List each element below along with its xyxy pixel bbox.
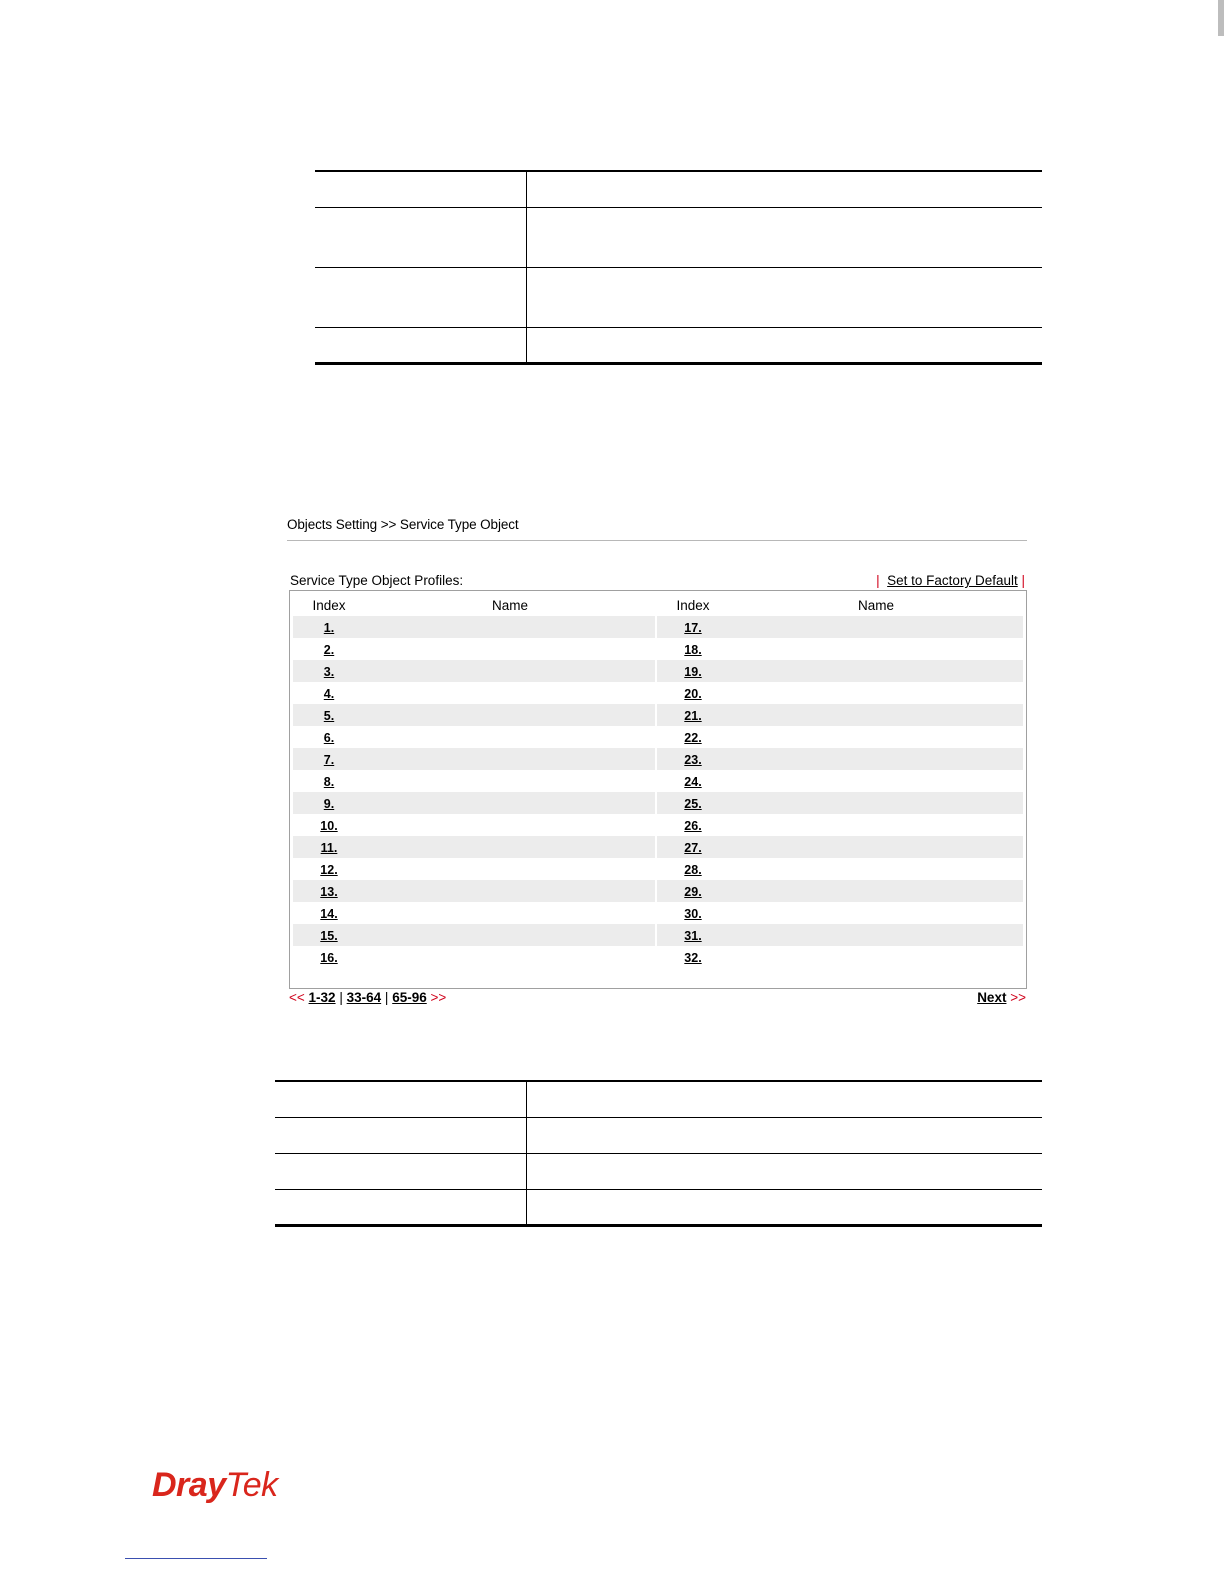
index-cell [293,946,365,968]
profile-index-link[interactable]: 7. [323,752,335,767]
name-cell [365,858,655,880]
index-cell [657,682,729,704]
index-cell [657,814,729,836]
name-cell [365,880,655,902]
name-cell [365,616,655,638]
table-row [293,748,1023,770]
table-row [293,858,1023,880]
separator: | [1021,573,1025,588]
table-row [293,902,1023,924]
table-row [293,880,1023,902]
table-row [293,660,1023,682]
index-cell [293,660,365,682]
index-cell [293,616,365,638]
name-cell [365,924,655,946]
profiles-table [293,595,1023,968]
next-link[interactable]: Next [977,990,1007,1005]
index-cell [293,880,365,902]
index-cell [657,726,729,748]
name-cell [365,704,655,726]
factory-default-area [876,573,1025,588]
table-row [293,924,1023,946]
profile-index-link[interactable]: 31. [684,928,702,943]
profile-index-link[interactable]: 28. [684,862,702,877]
profile-index-link[interactable]: 29. [684,884,702,899]
index-cell [657,836,729,858]
name-cell [365,660,655,682]
index-cell [657,616,729,638]
page-link-1-32[interactable]: 1-32 [308,990,336,1005]
table-row [293,704,1023,726]
profile-index-link[interactable]: 26. [684,818,702,833]
profile-index-link[interactable]: 18. [684,642,702,657]
name-cell [365,638,655,660]
profile-index-link[interactable]: 9. [323,796,335,811]
name-cell [365,836,655,858]
name-cell [729,704,1023,726]
profile-index-link[interactable]: 5. [323,708,335,723]
index-cell [657,748,729,770]
profile-index-link[interactable]: 30. [684,906,702,921]
footer-rule [125,1558,267,1559]
index-cell [293,770,365,792]
table-row [293,770,1023,792]
name-cell [729,638,1023,660]
separator: | [384,990,389,1005]
name-cell [365,902,655,924]
profile-index-link[interactable]: 10. [320,818,338,833]
page-link-65-96[interactable]: 65-96 [392,990,427,1005]
logo-tek: Tek [225,1466,278,1504]
index-cell [657,880,729,902]
profile-index-link[interactable]: 13. [320,884,338,899]
name-cell [365,814,655,836]
profile-index-link[interactable]: 3. [323,664,335,679]
profile-index-link[interactable]: 32. [684,950,702,965]
table-row [293,946,1023,968]
prev-arrow[interactable]: << [289,990,305,1005]
name-cell [729,792,1023,814]
logo-dray: Dray [152,1466,226,1504]
table-row [293,726,1023,748]
index-cell [293,682,365,704]
index-cell [657,792,729,814]
profile-index-link[interactable]: 4. [323,686,335,701]
name-cell [729,682,1023,704]
separator: | [339,990,343,1005]
profile-index-link[interactable]: 17. [684,620,702,635]
index-header-left: Index [312,598,346,613]
breadcrumb: Objects Setting >> Service Type Object [287,517,519,532]
name-cell [365,946,655,968]
index-cell [657,924,729,946]
name-cell [365,770,655,792]
top-doc-table [315,170,1042,365]
name-cell [729,770,1023,792]
table-row [293,638,1023,660]
table-row [293,682,1023,704]
name-cell [729,946,1023,968]
name-cell [365,682,655,704]
name-cell [365,726,655,748]
set-factory-default-link[interactable]: Set to Factory Default [887,573,1018,588]
profile-index-link[interactable]: 19. [684,664,702,679]
name-cell [729,880,1023,902]
index-header-right: Index [676,598,710,613]
profile-index-link[interactable]: 12. [320,862,338,877]
profile-index-link[interactable]: 15. [320,928,338,943]
index-cell [657,660,729,682]
index-cell [657,902,729,924]
scroll-marker [1218,0,1224,36]
profile-index-link[interactable]: 6. [323,730,335,745]
name-cell [729,748,1023,770]
profile-index-link[interactable]: 11. [320,840,338,855]
profile-index-link[interactable]: 14. [320,906,338,921]
index-cell [293,748,365,770]
table-row [293,814,1023,836]
table-row [293,836,1023,858]
table-row [293,616,1023,638]
separator: | [876,573,880,588]
index-cell [293,704,365,726]
index-cell [293,792,365,814]
name-header-right: Name [857,598,894,613]
name-cell [729,814,1023,836]
index-cell [293,858,365,880]
name-cell [729,726,1023,748]
profile-index-link[interactable]: 16. [320,950,338,965]
index-cell [293,814,365,836]
index-cell [657,946,729,968]
index-cell [657,858,729,880]
profile-index-link[interactable]: 2. [323,642,335,657]
profile-index-link[interactable]: 20. [684,686,702,701]
index-cell [293,836,365,858]
index-cell [657,704,729,726]
name-cell [729,660,1023,682]
index-cell [293,638,365,660]
name-cell [729,616,1023,638]
profile-index-link[interactable]: 8. [323,774,335,789]
index-cell [657,770,729,792]
profiles-title: Service Type Object Profiles: [290,573,464,588]
index-cell [293,902,365,924]
next-arrow[interactable]: >> [1010,990,1026,1005]
name-cell [365,792,655,814]
next-pager [977,990,1026,1005]
table-row [293,792,1023,814]
profile-index-link[interactable]: 24. [684,774,702,789]
page-link-33-64[interactable]: 33-64 [346,990,382,1005]
index-cell [293,726,365,748]
pagination [289,990,446,1005]
name-header-left: Name [491,598,528,613]
name-cell [729,902,1023,924]
profile-index-link[interactable]: 27. [684,840,702,855]
profile-index-link[interactable]: 21. [684,708,702,723]
profile-index-link[interactable]: 23. [684,752,702,767]
name-cell [729,858,1023,880]
page-right-margin [1206,0,1224,1584]
profiles-panel [289,590,1027,989]
index-cell [657,638,729,660]
profile-index-link[interactable]: 1. [323,620,335,635]
profile-index-link[interactable]: 25. [684,796,702,811]
name-cell [365,748,655,770]
name-cell [729,924,1023,946]
breadcrumb-divider [287,540,1027,541]
profiles-body [293,616,1023,968]
name-cell [729,836,1023,858]
more-arrow[interactable]: >> [430,990,447,1005]
draytek-logo [152,1466,278,1505]
service-type-object-screenshot [287,510,1028,1010]
profile-index-link[interactable]: 22. [684,730,702,745]
index-cell [293,924,365,946]
bottom-doc-table [275,1080,1042,1227]
